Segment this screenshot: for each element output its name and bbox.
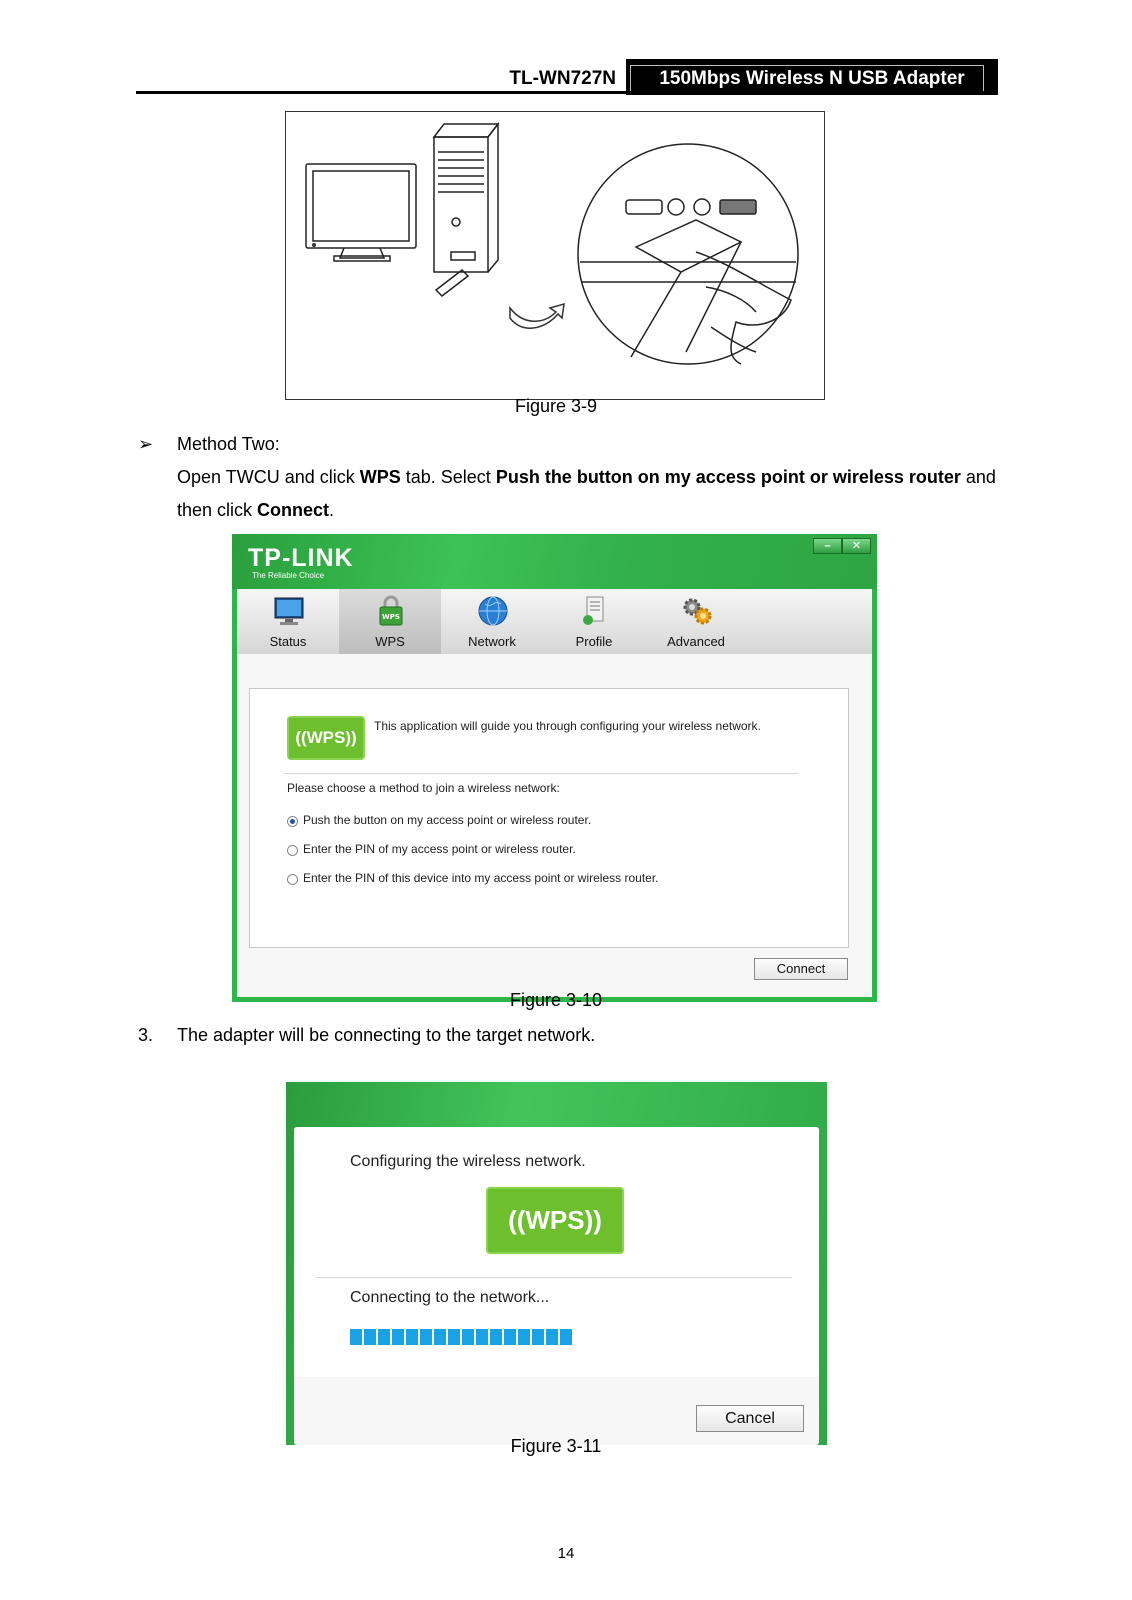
instruction-text: Open TWCU and click	[177, 467, 360, 487]
header-model: TL-WN727N	[509, 68, 616, 89]
tab-bar	[237, 589, 872, 654]
connecting-status-text: Connecting to the network...	[350, 1289, 550, 1306]
instruction-text: tab. Select	[400, 467, 496, 487]
close-button[interactable]: ✕	[842, 538, 871, 554]
cancel-button[interactable]: Cancel	[696, 1405, 804, 1432]
tp-link-logo: TP-LINK	[248, 544, 354, 572]
step-3-text: The adapter will be connecting to the target network.	[177, 1025, 596, 1045]
tab-label: Profile	[575, 634, 613, 649]
progress-segment	[406, 1329, 418, 1345]
svg-text:WPS: WPS	[382, 613, 400, 621]
tab-wps[interactable]	[339, 589, 441, 654]
wps-content-area	[237, 654, 872, 997]
progress-segment	[476, 1329, 488, 1345]
panel-divider	[284, 773, 798, 774]
progress-segment	[364, 1329, 376, 1345]
header-product-box	[626, 59, 998, 95]
radio-push-button[interactable]	[287, 816, 298, 827]
twcu-window	[232, 534, 877, 1002]
progress-segment	[490, 1329, 502, 1345]
tab-label: Status	[269, 634, 307, 649]
header-product-title: 150Mbps Wireless N USB Adapter	[659, 68, 965, 89]
connecting-content-area	[294, 1127, 819, 1445]
figure-3-10-caption: Figure 3-10	[509, 990, 603, 1010]
figure-3-9-caption: Figure 3-9	[514, 396, 598, 416]
globe-icon	[477, 595, 509, 627]
tab-profile[interactable]	[543, 589, 645, 654]
radio-ap-pin[interactable]	[287, 845, 298, 856]
wps-badge-icon: ((WPS))	[486, 1187, 624, 1254]
progress-segment	[504, 1329, 516, 1345]
tab-label: Network	[468, 634, 516, 649]
configuring-text: Configuring the wireless network.	[350, 1153, 586, 1170]
bullet-marker: ➢	[138, 434, 154, 454]
connecting-progress-bar	[350, 1329, 572, 1345]
progress-segment	[420, 1329, 432, 1345]
wps-intro-text: This application will guide you through configuring your wireless network.	[374, 719, 761, 733]
progress-segment	[434, 1329, 446, 1345]
progress-segment	[392, 1329, 404, 1345]
instruction-text: .	[329, 500, 335, 520]
figure-3-9-illustration	[285, 111, 825, 400]
step-number: 3.	[138, 1025, 154, 1045]
progress-segment	[532, 1329, 544, 1345]
progress-segment	[350, 1329, 362, 1345]
minimize-button[interactable]: –	[813, 538, 842, 554]
profile-document-icon	[579, 595, 611, 627]
computer-usb-illustration	[286, 112, 824, 399]
progress-segment	[546, 1329, 558, 1345]
option-device-pin-label[interactable]: Enter the PIN of this device into my access point or wireless router.	[303, 871, 659, 885]
tp-link-tagline: The Reliable Choice	[252, 571, 325, 580]
wps-panel	[249, 688, 849, 948]
tab-label: WPS	[375, 634, 405, 649]
wps-connecting-window	[286, 1082, 827, 1445]
header-rule	[136, 91, 998, 94]
progress-segment	[560, 1329, 572, 1345]
figure-3-11-caption: Figure 3-11	[510, 1436, 602, 1456]
progress-segment	[462, 1329, 474, 1345]
gears-icon	[681, 595, 713, 627]
instruction-bold: WPS	[359, 467, 401, 487]
connecting-panel	[294, 1127, 819, 1377]
progress-segment	[448, 1329, 460, 1345]
option-push-button-label[interactable]: Push the button on my access point or wireless router.	[303, 813, 592, 827]
instruction-bold: Push the button on my access point or wireless router	[495, 467, 961, 487]
wps-badge-icon: ((WPS))	[287, 716, 365, 760]
method-two-heading: Method Two:	[177, 434, 280, 454]
option-ap-pin-label[interactable]: Enter the PIN of my access point or wireless router.	[303, 842, 576, 856]
tab-network[interactable]	[441, 589, 543, 654]
monitor-icon	[273, 595, 305, 627]
connect-button[interactable]: Connect	[754, 958, 848, 980]
panel-divider	[316, 1277, 792, 1278]
page-number: 14	[557, 1545, 575, 1562]
method-two-instructions	[177, 461, 997, 527]
instruction-bold: Connect	[257, 500, 330, 520]
choose-method-prompt: Please choose a method to join a wireless network:	[287, 781, 560, 795]
tab-status[interactable]	[237, 589, 339, 654]
tab-label: Advanced	[667, 634, 725, 649]
radio-device-pin[interactable]	[287, 874, 298, 885]
instruction-text: and then click	[177, 467, 996, 520]
progress-segment	[518, 1329, 530, 1345]
window-title-bar	[232, 534, 877, 589]
wps-lock-icon	[375, 595, 407, 627]
progress-segment	[378, 1329, 390, 1345]
tab-advanced[interactable]	[645, 589, 747, 654]
